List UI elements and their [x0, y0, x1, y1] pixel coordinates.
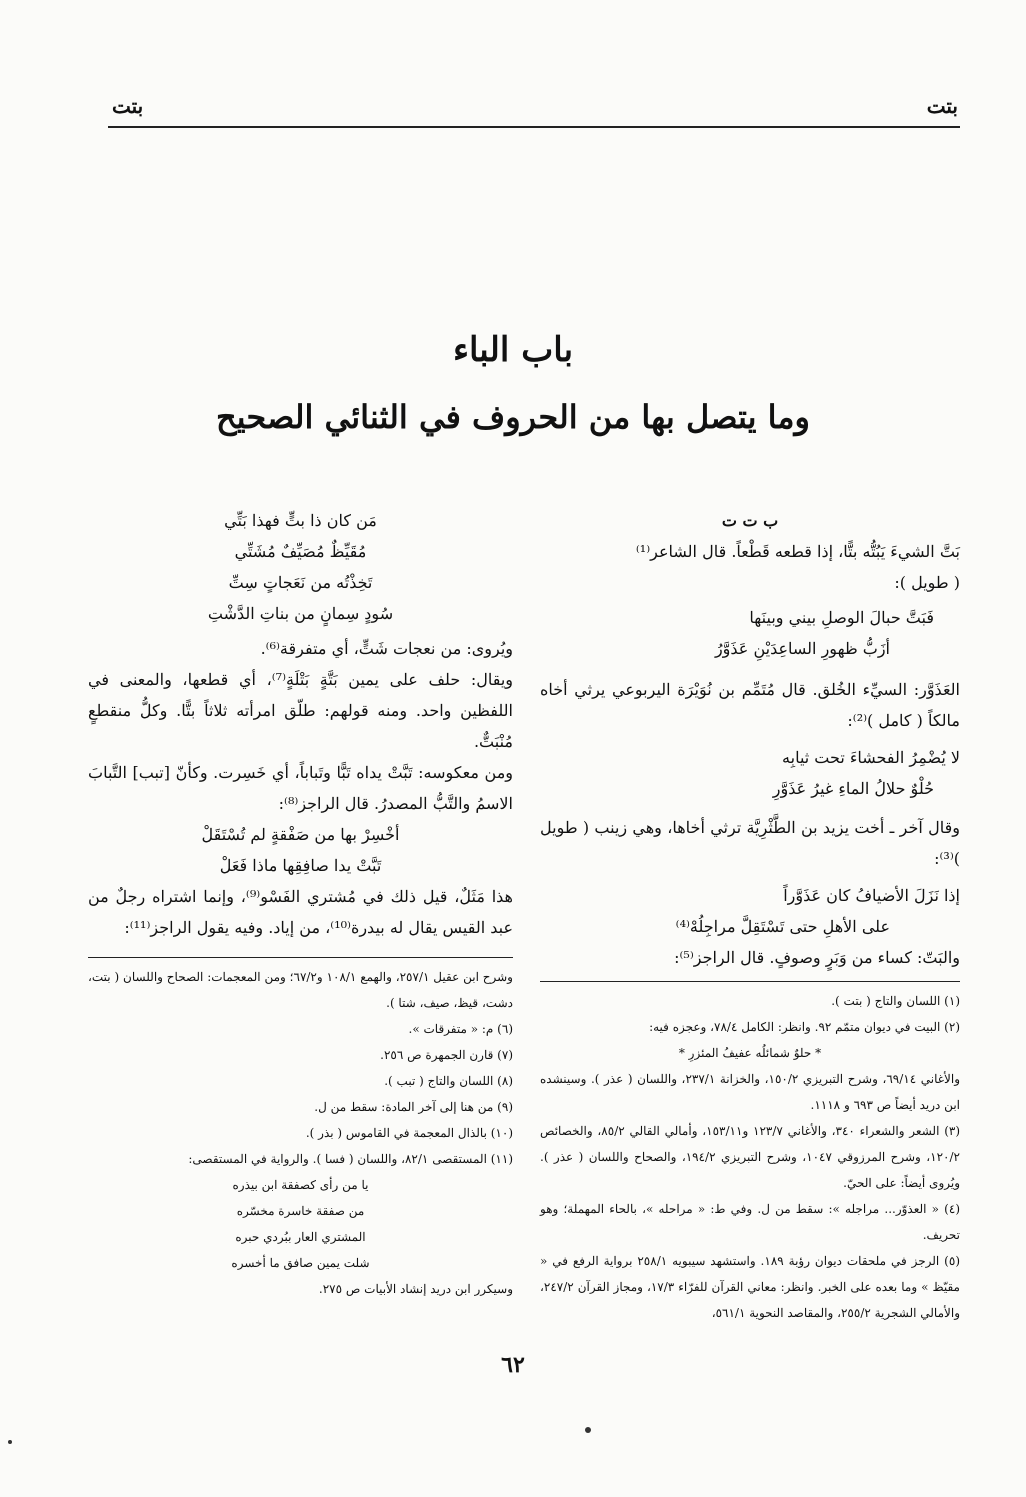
footnote-verse: من صفقة خاسرة مخسّره [236, 1204, 365, 1218]
footnote: (١) اللسان والتاج ( بتت ). [831, 994, 960, 1008]
paragraph: وقال آخر ـ أخت يزيد بن الطَّثْرِيَّة ترثي أخاها، وهي زينب ( طويل )⁽³⁾: [540, 818, 960, 868]
footnote: (٨) اللسان والتاج ( تبب ). [384, 1074, 513, 1088]
footnote: (٩) من هنا إلى آخر المادة: سقط من ل. [314, 1100, 513, 1114]
footnotes [88, 964, 513, 1302]
footnote: وشرح ابن عقيل ٢٥٧/١، والهمع ١٠٨/١ و٦٧/٢؛ ومن المعجمات: الصحاح واللسان ( بتت، دشت، قيظ، صيف، شتا ). [88, 970, 513, 1010]
paragraph: والبَتّ: كساء من وَبَرٍ وصوفٍ. قال الراجز⁽⁵⁾: [674, 948, 960, 967]
header-rule [108, 126, 960, 128]
verse-line: تَخِذْتُه من نَعَجاتٍ سِتِّ [228, 573, 373, 592]
paragraph: ويُروى: من نعجات شَتٍّ، أي متفرقة⁽⁶⁾. [260, 639, 513, 658]
footnote-verse: يا من رأى كصفقة ابن بيذره [232, 1178, 369, 1192]
footnote-verse: شلت يمين صافق ما أخسره [231, 1256, 370, 1270]
chapter-subtitle: وما يتصل بها من الحروف في الثنائي الصحيح [216, 398, 810, 436]
footnote: (٢) البيت في ديوان متمّم ٩٢. وانظر: الكامل ٧٨/٤، وعجزه فيه: [649, 1020, 960, 1034]
verse-line: حُلْوٌ حلالُ الماءِ غيرُ عَذَوَّرِ [772, 779, 934, 798]
verse-line: على الأهلِ حتى تَسْتَقِلَّ مراجِلُهْ⁽⁴⁾ [675, 917, 890, 936]
verse-line: أزَبُّ ظهورِ الساعِدَيْنِ عَذَوَّرُ [714, 639, 890, 658]
footnote: (٣) الشعر والشعراء ٣٤٠، والأغاني ١٢٣/٧ و١٥٣/١١، وأمالي القالي ٨٥/٢، والخصائص ١٢٠/٢، وشرح المرزوقي ١٠٤٧، وشرح التبريزي ١٩٤/٢، والصحاح واللسان ( عذر ). ويُروى أيضاً: على الحيّ. [540, 1124, 961, 1190]
footnote: (٧) قارن الجمهرة ص ٢٥٦. [380, 1048, 513, 1062]
footnote: (٤) « العذوّر... مراجله »: سقط من ل. وفي ط: « مراحله »، بالحاء المهملة؛ وهو تحريف. [540, 1202, 960, 1242]
footnote: (١٠) بالذال المعجمة في القاموس ( بذر ). [305, 1126, 513, 1140]
verse-line: مُقَيِّظٌ مُصَيِّفٌ مُشَتِّي [234, 542, 367, 561]
verse-line: مَن كان ذا بتٍّ فهذا بَتِّي [224, 511, 377, 530]
footnote: والأغاني ٦٩/١٤، وشرح التبريزي ١٥٠/٢، والخزانة ٢٣٧/١، واللسان ( عذر ). وسينشده ابن دريد أيضاً ص ٦٩٣ و ١١١٨. [540, 1072, 960, 1112]
footnote: (٥) الرجز في ملحقات ديوان رؤبة ١٨٩. واستشهد سيبويه ٢٥٨/١ برواية الرفع في « مقيّظ » وما بعده على الخبر. وانظر: معاني القرآن للفرّاء ١٧/٣، ومجاز القرآن ٢٤٧/٢، والأمالي الشجرية ٢٥٥/٢، والمقاصد النحوية ٥٦١/١، [540, 1254, 960, 1320]
footnotes [540, 988, 960, 1326]
paragraph: هذا مَثَلٌ، قيل ذلك في مُشتري الفَسْو⁽⁹⁾، وإنما اشتراه رجلٌ من عبد القيس يقال له بيدرة⁽¹⁰⁾، من إياد. وفيه يقول الراجز⁽¹¹⁾: [88, 887, 513, 937]
paragraph: ومن معكوسه: تَبَّتْ يداه تَبًّا وتَباباً، أي خَسِرت. وكأنّ [تبب] التَّبابَ الاسمُ والتَّبُّ المصدرُ. قال الراجز⁽⁸⁾: [88, 763, 513, 813]
verse-line: سُودٍ سِمانٍ من بناتِ الدَّشْتِ [207, 604, 394, 623]
footnote-rule [88, 957, 513, 958]
running-header-right: بتت [926, 94, 958, 118]
scan-speck [585, 1427, 591, 1433]
footnote: وسيكرر ابن دريد إنشاد الأبيات ص ٢٧٥. [318, 1282, 513, 1296]
footnote-rule [540, 981, 960, 982]
page-number: ٦٢ [501, 1352, 525, 1378]
footnote-verse: المشتري العار ببُردي حبره [235, 1230, 366, 1244]
right-column [540, 505, 960, 1326]
footnote: (١١) المستقصى ٨٢/١، واللسان ( فسا ). والرواية في المستقصى: [188, 1152, 513, 1166]
entry-heading: ب ت ت [721, 511, 779, 530]
verse-line: لا يُضْمِرُ الفحشاءَ تحت ثيابِه [782, 748, 960, 767]
scan-speck [8, 1440, 12, 1444]
paragraph: العَذَوَّر: السيِّء الخُلق. قال مُتَمِّم بن نُوَيْرَة اليربوعي يرثي أخاه مالكاً ( كامل )⁽²⁾: [540, 680, 960, 730]
chapter-title: باب الباء [452, 330, 574, 370]
verse-line: أخْسِرْ بها من صَفْقةٍ لم تُسْتَقَلْ [201, 825, 400, 844]
paragraph: بَتَّ الشيءَ يَبُتُّه بتًّا، إذا قطعه قَطْعاً. قال الشاعر⁽¹⁾ [635, 542, 960, 561]
footnote-verse: * حلوٌ شمائلُه عفيفُ المئزرِ * [678, 1046, 822, 1060]
footnote: (٦) م: « متفرقات ». [408, 1022, 513, 1036]
running-header-left: بتت [112, 94, 144, 118]
verse-line: إذا نَزَلَ الأضيافُ كان عَذَوَّراً [783, 886, 960, 905]
verse-line: فَبَتَّ حبالَ الوصلِ بيني وبينَها [749, 608, 934, 627]
meter-label: ( طويل ): [894, 573, 960, 592]
paragraph: ويقال: حلف على يمين بَتَّةٍ بَتْلَةٍ⁽⁷⁾، أي قطعها، والمعنى في اللفظين واحد. ومنه قولهم: طلّق امرأته ثلاثاً بتًّا. وكلُّ منقطعٍ مُنْبَتٌّ. [88, 670, 513, 751]
left-column [88, 505, 513, 1302]
verse-line: تَبَّتْ يدا صافِقِها ماذا فَعَلْ [219, 856, 382, 875]
